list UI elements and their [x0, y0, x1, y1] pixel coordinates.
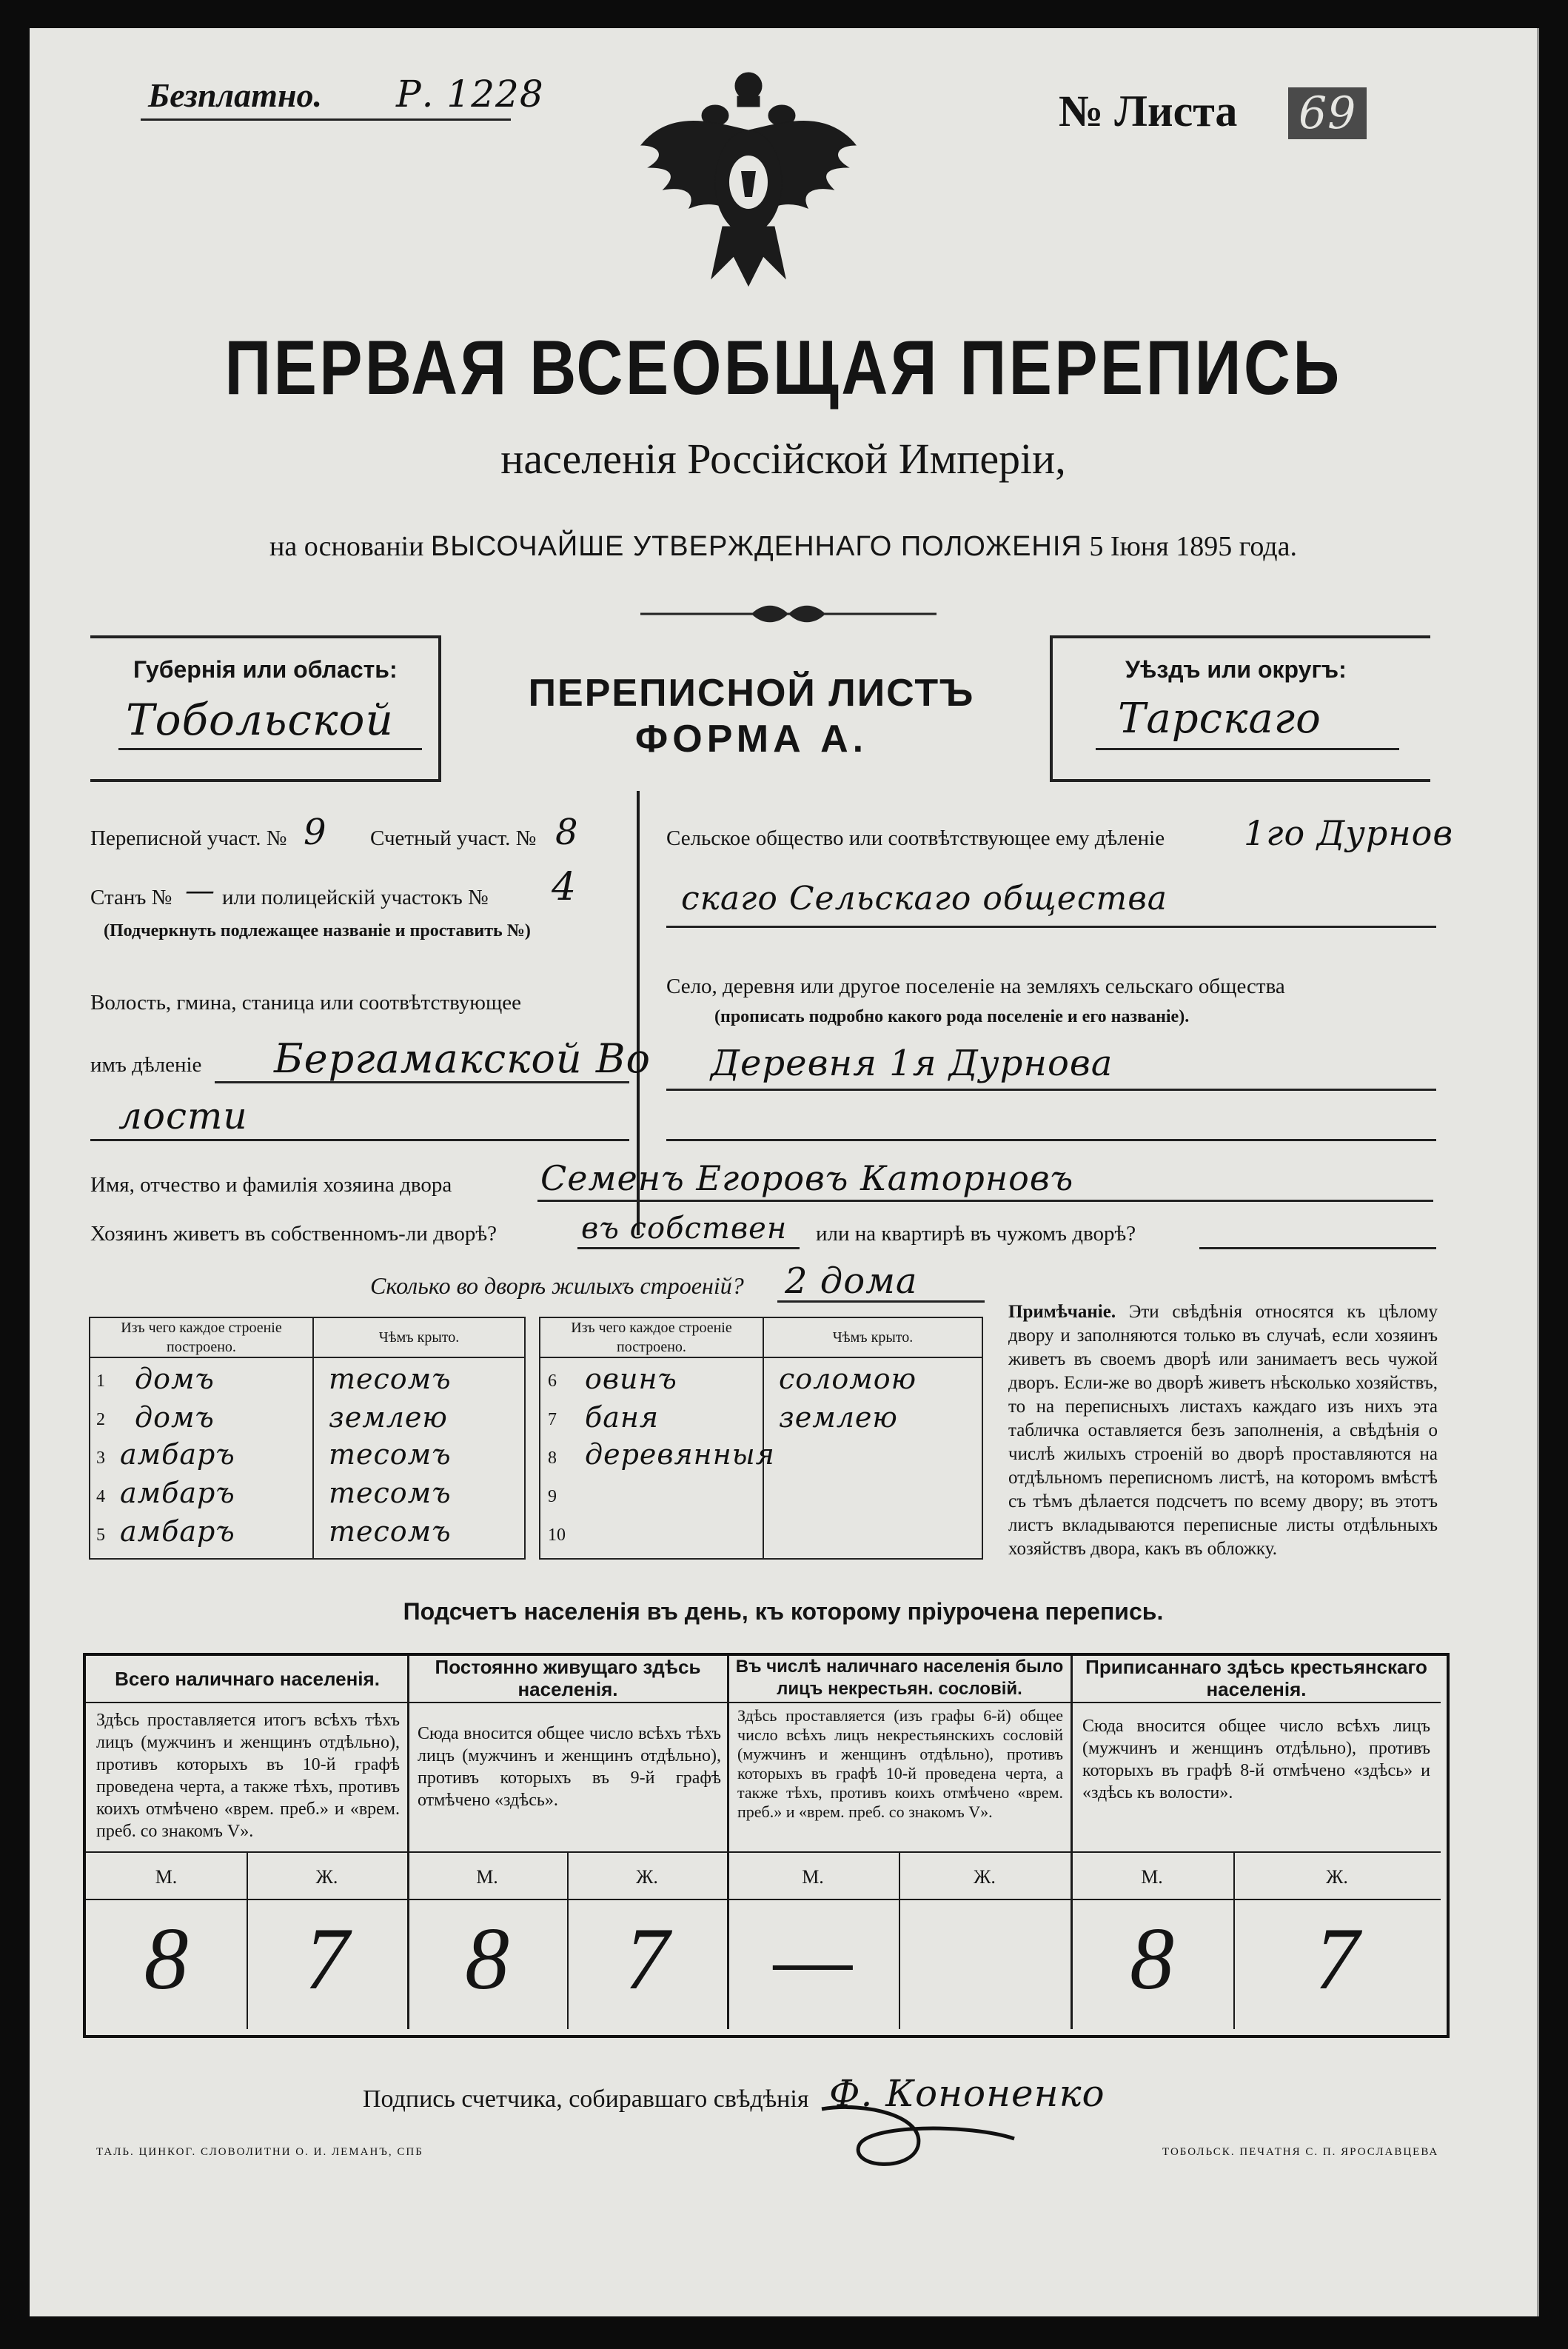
stan-value: —: [185, 874, 215, 908]
page-title: ПЕРВАЯ ВСЕОБЩАЯ ПЕРЕПИСЬ: [224, 325, 1342, 411]
owner-lives-label-1: Хозяинъ живетъ въ собственномъ-ли дворѣ?: [90, 1222, 497, 1246]
group-2-f-label: Ж.: [636, 1866, 658, 1888]
volost-label-1: Волость, гмина, станица или соотвѣтствующее: [90, 991, 522, 1015]
roof-value: землею: [779, 1401, 898, 1434]
form-name: ФОРМА А.: [634, 718, 868, 761]
district-value: Тарскаго: [1118, 695, 1321, 743]
group-3-m-value: —: [773, 1909, 853, 2008]
roof-value: соломою: [779, 1363, 917, 1395]
group-3-f-label: Ж.: [974, 1866, 996, 1888]
group-2-title: Постоянно живущаго здѣсь населенія.: [435, 1656, 701, 1700]
row-number: 6: [548, 1371, 557, 1391]
group-1-f-value: 7: [304, 1909, 349, 2008]
signature-value: Ф. Кононенко: [829, 2072, 1105, 2115]
material-value: амбаръ: [120, 1438, 235, 1471]
row-number: 5: [96, 1526, 105, 1545]
legal-basis-lead: на основаніи: [269, 531, 424, 562]
list-title: ПЕРЕПИСНОЙ ЛИСТЪ: [528, 672, 975, 715]
owner-name-label: Имя, отчество и фамилія хозяина двора: [90, 1173, 452, 1197]
owner-lives-label-2: или на квартирѣ въ чужомъ дворѣ?: [816, 1222, 1136, 1246]
free-label: Безплатно.: [148, 76, 322, 114]
population-table: [83, 1653, 1450, 2038]
police-label: или полицейскій участокъ №: [222, 886, 489, 909]
group-4-m-label: М.: [1141, 1866, 1163, 1888]
group-3-title: Въ числѣ наличнаго населенія было лицъ некрестьян. сословій.: [735, 1657, 1064, 1699]
group-4-m-value: 8: [1130, 1909, 1174, 2008]
row-number: 3: [96, 1449, 105, 1468]
group-2-m-value: 8: [465, 1909, 509, 2008]
village-note: (прописать подробно какого рода поселеніе и его названіе).: [714, 1007, 1190, 1026]
page-subtitle: населенія Россійской Имперіи,: [500, 435, 1066, 483]
village-value: Деревня 1я Дурнова: [711, 1043, 1113, 1084]
row-number: 7: [548, 1410, 557, 1429]
group-3-m-label: М.: [802, 1866, 824, 1888]
material-value: овинъ: [585, 1363, 677, 1395]
society-label: Сельское общество или соотвѣтствующее ему дѣленіе: [666, 826, 1165, 850]
imperial-eagle-emblem: [626, 64, 871, 293]
census-sheet: [30, 28, 1539, 2316]
group-2-f-value: 7: [625, 1909, 669, 2008]
sheet-number-label: № Листа: [1059, 87, 1238, 136]
volost-value-2: лости: [118, 1095, 248, 1137]
row-number: 4: [96, 1487, 105, 1506]
society-value-2: скаго Сельскаго общества: [681, 880, 1168, 918]
group-4-text: Сюда вносится общее число всѣхъ лицъ (мужчинъ и женщинъ отдѣльно), противъ которыхъ въ графѣ 8-й отмѣчено «здѣсь» и «здѣсь къ волости».: [1082, 1717, 1430, 1802]
material-value: амбаръ: [120, 1477, 235, 1509]
owner-lives-value: въ собствен: [581, 1212, 788, 1246]
free-underline: [141, 118, 511, 121]
material-header: Изъ чего каждое строеніе построено.: [540, 1317, 763, 1357]
roof-value: тесомъ: [329, 1515, 452, 1548]
material-value: амбаръ: [120, 1515, 235, 1548]
volost-value-1: Бергамакской Во: [274, 1035, 651, 1082]
stan-label: Станъ №: [90, 886, 172, 909]
signature-label: Подпись счетчика, собиравшаго свѣдѣнія: [363, 2085, 809, 2113]
group-4-title: Приписаннаго здѣсь крестьянскаго населенія.: [1085, 1656, 1427, 1700]
group-2-text: Сюда вносится общее число всѣхъ тѣхъ лицъ (мужчинъ и женщинъ отдѣльно), противъ которыхъ въ 9-й графѣ отмѣчено «здѣсь».: [418, 1724, 721, 1810]
owner-lives-underline: [577, 1247, 800, 1249]
police-value: 4: [552, 865, 577, 909]
material-header: Изъ чего каждое строеніе построено.: [90, 1317, 313, 1357]
roof-value: тесомъ: [329, 1477, 452, 1509]
underline-note: (Подчеркнуть подлежащее названіе и проставить №): [104, 921, 531, 940]
volost-underline-2: [90, 1139, 629, 1141]
archive-reference: Р. 1228: [396, 73, 544, 116]
buildings-label: Сколько во дворѣ жилыхъ строеній?: [370, 1272, 744, 1299]
population-heading: Подсчетъ населенія въ день, къ которому пріурочена перепись.: [403, 1598, 1164, 1625]
census-plot-label: Переписной участ. №: [90, 826, 287, 850]
roof-value: тесомъ: [329, 1438, 452, 1471]
sheet-number-value: 69: [1288, 87, 1367, 139]
district-underline: [1096, 748, 1399, 750]
count-plot-value: 8: [555, 812, 579, 853]
row-number: 2: [96, 1410, 105, 1429]
roof-value: тесомъ: [329, 1363, 452, 1395]
roof-header: Чѣмъ крыто.: [313, 1317, 525, 1357]
owner-name-underline: [537, 1200, 1433, 1202]
group-4-f-label: Ж.: [1326, 1866, 1348, 1888]
society-value-1: 1го Дурнов: [1244, 813, 1454, 853]
row-number: 9: [548, 1487, 557, 1506]
legal-basis-tail: 5 Іюня 1895 года.: [1089, 531, 1297, 562]
roof-value: землею: [329, 1401, 448, 1434]
note-text: Эти свѣдѣнія относятся къ цѣлому двору и заполняются только въ случаѣ, если хозяинъ живетъ въ своемъ дворѣ или занимаетъ весь чужой дворъ. Если-же во дворѣ живетъ нѣсколько хозяйствъ, то на переписныхъ листахъ каждаго изъ нихъ эта табличка оставляется безъ заполненія, а свѣдѣнія о числѣ жилыхъ строеній во дворѣ проставляются на отдѣльномъ переписномъ листѣ, на которомъ вмѣстѣ съ тѣмъ дѣлается подсчетъ по всему двору; въ этотъ листъ вкладываются переписные листы отдѣльныхъ хозяйствъ двора, какъ въ обложку.: [1008, 1302, 1438, 1559]
footer-right: ТОБОЛЬСК. ПЕЧАТНЯ С. П. ЯРОСЛАВЦЕВА: [1162, 2146, 1439, 2158]
province-underline: [118, 748, 422, 750]
volost-underline-1: [215, 1081, 629, 1083]
note-title: Примѣчаніе.: [1008, 1302, 1116, 1322]
footer-left: ТАЛЬ. ЦИНКОГ. СЛОВОЛИТНИ О. И. ЛЕМАНЪ, СПБ: [96, 2146, 423, 2158]
province-label: Губернія или область:: [133, 656, 398, 683]
roof-header: Чѣмъ крыто.: [763, 1317, 982, 1357]
ornament-divider: [640, 603, 937, 625]
material-value: домъ: [135, 1401, 215, 1434]
row-number: 1: [96, 1371, 105, 1391]
group-1-f-label: Ж.: [315, 1866, 338, 1888]
row-number: 8: [548, 1449, 557, 1468]
province-value: Тобольской: [126, 695, 394, 745]
buildings-table-right: [539, 1317, 983, 1560]
buildings-table-left: [89, 1317, 526, 1560]
note-paragraph: [1008, 1300, 1438, 1561]
group-4-f-value: 7: [1315, 1909, 1359, 2008]
buildings-underline: [777, 1300, 985, 1303]
owner-name-value: Семенъ Егоровъ Каторновъ: [540, 1158, 1074, 1198]
volost-label-2: имъ дѣленіе: [90, 1053, 202, 1077]
legal-basis: [30, 530, 1537, 563]
signature-flourish: [807, 2094, 1029, 2176]
legal-basis-caps: ВЫСОЧАЙШЕ УТВЕРЖДЕННАГО ПОЛОЖЕНІЯ: [430, 531, 1082, 562]
row-number: 10: [548, 1526, 566, 1545]
group-1-text: Здѣсь проставляется итогъ всѣхъ тѣхъ лицъ (мужчинъ и женщинъ отдѣльно), противъ которыхъ въ 10-й графѣ проведена черта, а также тѣхъ, противъ коихъ отмѣчено «врем. преб.» и «врем. преб. со знакомъ V».: [96, 1711, 400, 1841]
material-value: баня: [585, 1401, 660, 1434]
village-underline-2: [666, 1139, 1436, 1141]
group-1-m-label: М.: [155, 1866, 178, 1888]
material-value: домъ: [135, 1363, 215, 1395]
society-underline: [666, 926, 1436, 928]
village-label: Село, деревня или другое поселеніе на земляхъ сельскаго общества: [666, 975, 1285, 998]
census-plot-value: 9: [304, 812, 327, 853]
group-1-m-value: 8: [144, 1909, 189, 2008]
district-label: Уѣздъ или округъ:: [1125, 656, 1347, 683]
group-2-m-label: М.: [476, 1866, 498, 1888]
group-1-title: Всего наличнаго населенія.: [115, 1668, 380, 1690]
village-underline-1: [666, 1089, 1436, 1091]
count-plot-label: Счетный участ. №: [370, 826, 537, 850]
material-value: деревянныя: [585, 1438, 775, 1471]
group-3-text: Здѣсь проставляется (изъ графы 6-й) общее число всѣхъ лицъ некрестьянскихъ сословій (мужчинъ и женщинъ отдѣльно), противъ которыхъ въ графѣ 10-й проведена черта, а также тѣхъ, противъ коихъ отмѣчено «врем. преб.» и «врем. преб. со знакомъ V».: [737, 1706, 1063, 1821]
buildings-value: 2 дома: [785, 1260, 918, 1302]
owner-lives-underline-2: [1199, 1247, 1436, 1249]
